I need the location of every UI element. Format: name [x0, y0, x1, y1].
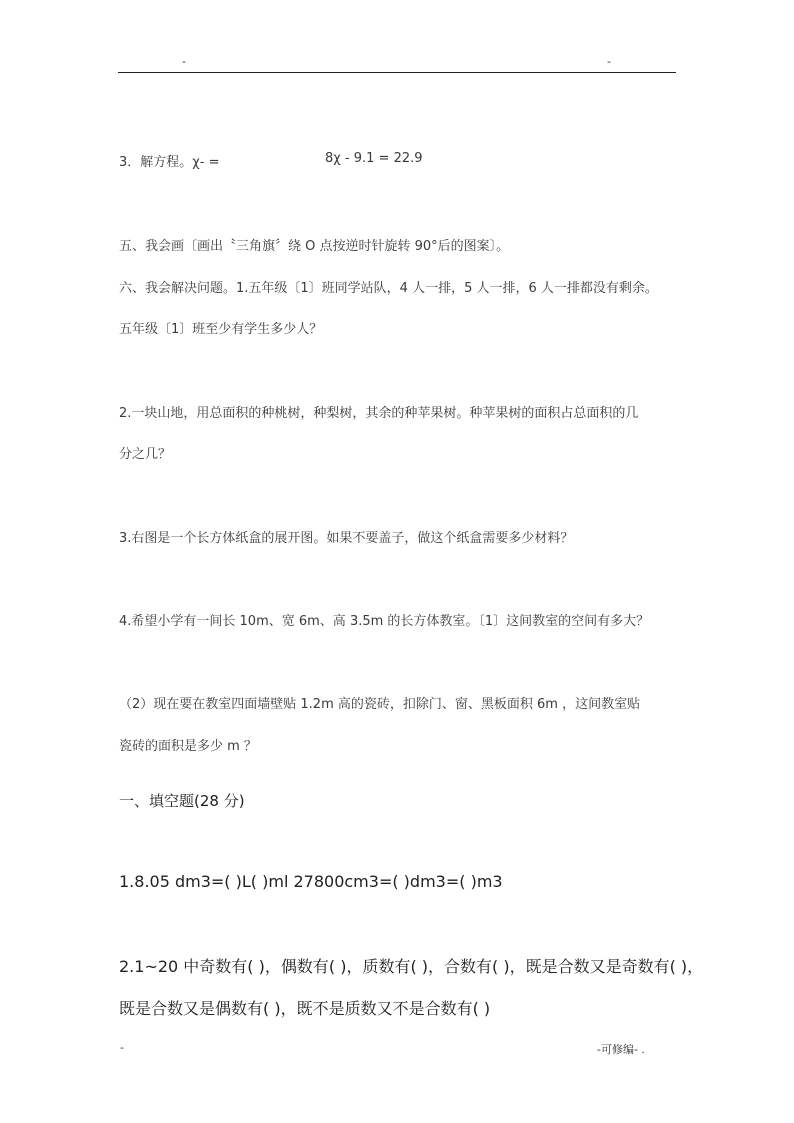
footer-left-mark: -: [120, 1041, 124, 1054]
section-6-line-1: 六、我会解决问题。1.五年级〔1〕班同学站队，4 人一排，5 人一排，6 人一排都没有剩余。: [119, 281, 658, 296]
fill-in-question-2-line-2: 既是合数又是偶数有( )，既不是质数又不是合数有( ): [119, 999, 491, 1018]
question-3-equation-b: 8χ - 9.1 = 22.9: [325, 151, 423, 166]
fill-in-question-1: 1.8.05 dm3=( )L( )ml 27800cm3=( )dm3=( )m3: [119, 872, 503, 891]
problem-4b-line-2: 瓷砖的面积是多少 m ？: [119, 739, 257, 754]
question-3-equation-a: 3．解方程。χ- =: [119, 155, 220, 170]
section-6-line-2: 五年级〔1〕班至少有学生多少人？: [119, 322, 323, 337]
fill-in-question-2-line-1: 2.1~20 中奇数有( )，偶数有( )，质数有( )，合数有( )，既是合数又是奇数有( )，: [119, 957, 704, 976]
footer-right-text: -可修编- .: [597, 1043, 645, 1056]
header-rule: [118, 72, 676, 73]
section-5-drawing: 五、我会画〔画出〝三角旗〞绕 O 点按逆时针旋转 90°后的图案〕。: [119, 239, 510, 254]
problem-3: 3.右图是一个长方体纸盒的展开图。如果不要盖子，做这个纸盒需要多少材料？: [119, 531, 574, 546]
problem-2-line-1: 2.一块山地，用总面积的种桃树，种梨树，其余的种苹果树。种苹果树的面积占总面积的几: [119, 406, 639, 421]
header-right-mark: -: [607, 55, 611, 68]
problem-4: 4.希望小学有一间长 10m、宽 6m、高 3.5m 的长方体教室。〔1〕这间教室的空间有多大？: [119, 614, 650, 629]
problem-4b-line-1: （2）现在要在教室四面墙壁贴 1.2m 高的瓷砖，扣除门、窗、黑板面积 6m ，这间教室贴: [119, 697, 641, 712]
fill-in-title: 一、填空题(28 分): [119, 792, 245, 810]
header-left-mark: -: [182, 55, 186, 68]
problem-2-line-2: 分之几？: [119, 447, 172, 462]
